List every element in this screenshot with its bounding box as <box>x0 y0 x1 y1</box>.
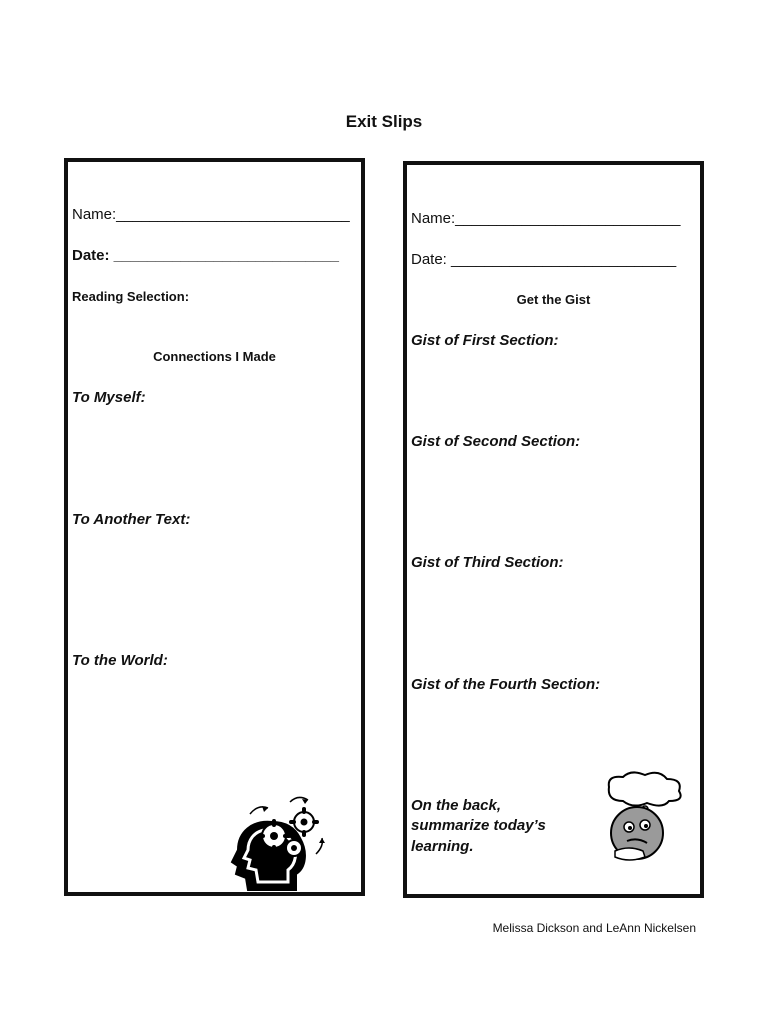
prompt-gist-first-section: Gist of First Section: <box>411 332 559 349</box>
reading-selection-label: Reading Selection: <box>72 289 190 304</box>
date-field-label: Date: ___________________________ <box>72 247 339 264</box>
name-field-label: Name:___________________________ <box>411 210 681 227</box>
exit-slip-gist <box>403 161 704 898</box>
credit-line: Melissa Dickson and LeAnn Nickelsen <box>492 921 696 935</box>
name-field-label: Name:____________________________ <box>72 206 350 223</box>
prompt-to-the-world: To the World: <box>72 652 168 669</box>
closing-line-2: summarize today’s <box>411 817 546 834</box>
prompt-gist-second-section: Gist of Second Section: <box>411 433 581 450</box>
head-with-gears-icon <box>224 792 336 892</box>
date-field-label: Date: ___________________________ <box>411 251 677 268</box>
prompt-gist-third-section: Gist of Third Section: <box>411 554 564 571</box>
closing-line-3: learning. <box>411 838 474 855</box>
prompt-to-myself: To Myself: <box>72 389 146 406</box>
exit-slip-connections <box>64 158 365 896</box>
page-title: Exit Slips <box>345 112 423 131</box>
section-heading: Connections I Made <box>153 349 276 364</box>
closing-line-1: On the back, <box>411 797 502 814</box>
prompt-to-another-text: To Another Text: <box>72 511 191 528</box>
thinking-face-icon <box>593 771 693 865</box>
prompt-gist-fourth-section: Gist of the Fourth Section: <box>411 676 601 693</box>
section-heading: Get the Gist <box>516 292 591 307</box>
